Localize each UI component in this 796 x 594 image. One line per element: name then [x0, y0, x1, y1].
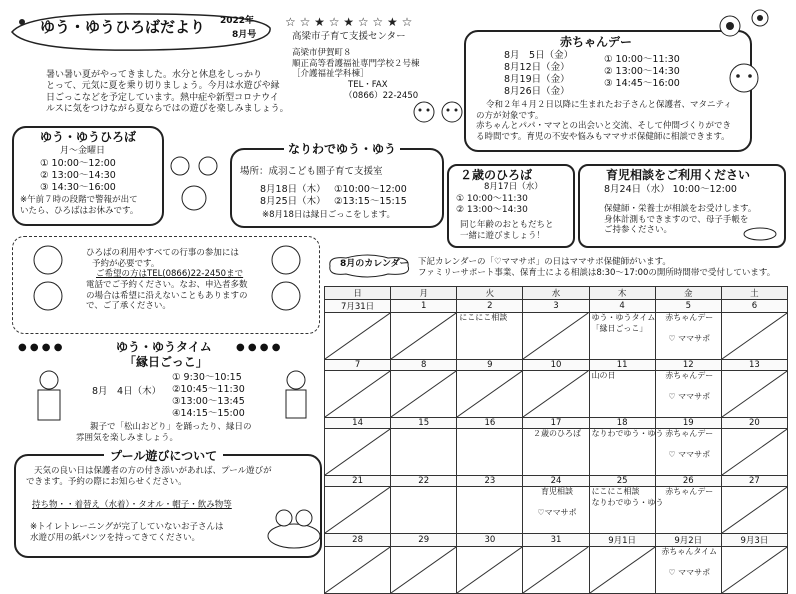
- lantern-decoration-left: ● ● ● ●: [18, 342, 63, 353]
- calendar-day-cell: [325, 313, 391, 360]
- calendar-header-fri: 金: [655, 287, 721, 300]
- closed-day-slash: [391, 313, 456, 359]
- pool-note: ※トイレトレーニングが完了していないお子さんは 水遊び用の紙パンツを持ってきてください。: [30, 522, 224, 543]
- calendar-event-text: ♡ ママサポ: [668, 449, 711, 459]
- calendar-event-text: [656, 382, 721, 392]
- calendar-date-number: 24: [523, 476, 589, 487]
- baby-day-dates: 8月 5日（金） 8月12日（金） 8月19日（金） 8月26日（金）: [504, 50, 574, 97]
- calendar-event-text: 赤ちゃんデー: [665, 313, 714, 322]
- calendar-day-cell: [721, 313, 787, 360]
- center-name: 高梁市子育て支援センター: [292, 31, 406, 42]
- closed-day-slash: [722, 547, 787, 593]
- calendar-date-number: 9月2日: [655, 534, 721, 547]
- closed-day-slash: [722, 429, 787, 475]
- calendar-date-number: 17: [523, 418, 589, 429]
- calendar-date-number: 31: [523, 534, 589, 547]
- center-address: 高梁市伊賀町８ 順正高等看護福祉専門学校２号棟 ［介護福祉学科棟］ TEL・FAX （0866）22-2450: [292, 48, 420, 101]
- calendar-date-number: 13: [721, 360, 787, 371]
- calendar-header-wed: 水: [523, 287, 589, 300]
- calendar-day-cell: [457, 547, 523, 594]
- calendar-day-cell: [655, 487, 721, 534]
- calendar-date-number: 3: [523, 300, 589, 313]
- calendar-event-text: [656, 324, 721, 334]
- pool-title: プール遊びについて: [104, 447, 223, 464]
- calendar-day-cell: [655, 371, 721, 418]
- calendar-day-cell: [721, 487, 787, 534]
- calendar-date-number: 22: [391, 476, 457, 487]
- baby-day-title: 赤ちゃんデー: [560, 35, 633, 49]
- calendar-day-cell: [523, 429, 589, 476]
- calendar-event-row: [325, 371, 788, 418]
- narawa-row2-date: 8月25日（木）: [260, 196, 326, 207]
- closed-day-slash: [325, 547, 390, 593]
- calendar-date-number: 30: [457, 534, 523, 547]
- calendar-date-number: 21: [325, 476, 391, 487]
- closed-day-slash: [325, 487, 390, 533]
- girl-icon: [20, 238, 76, 322]
- calendar-day-cell: [391, 547, 457, 594]
- calendar-day-cell: [325, 371, 391, 418]
- calendar-day-cell: [523, 313, 589, 360]
- calendar-event-text: [523, 498, 588, 508]
- calendar-day-cell: [655, 547, 721, 594]
- closed-day-slash: [325, 429, 390, 475]
- calendar-date-number: 9月1日: [589, 534, 655, 547]
- calendar-date-number: 12: [655, 360, 721, 371]
- narawa-row1-date: 8月18日（木）: [260, 184, 326, 195]
- calendar-date-row: [325, 418, 788, 429]
- two-year-note: 同じ年齢のおともだちと 一緒に遊びましょう！: [460, 220, 554, 241]
- calendar-event-text: 赤ちゃんデー: [665, 487, 714, 496]
- calendar-event-text: 「縁日ごっこ」: [591, 323, 648, 333]
- intro-text: 暑い暑い夏がやってきました。水分と休息をしっかり とって、元気に夏を乗り切りましょう。今月は水遊びや縁 日ごっこなどを予定しています。熱中症や新型コロナウイ ルスに気をつけながら夏ならではの遊びを楽しみましょう。: [46, 70, 289, 114]
- closed-day-slash: [722, 313, 787, 359]
- baby-day-times: ① 10:00～11:30 ② 13:00～14:30 ③ 14:45～16:00: [604, 54, 680, 89]
- calendar-date-number: 19: [655, 418, 721, 429]
- calendar-day-cell: [325, 487, 391, 534]
- closed-day-slash: [523, 371, 588, 417]
- calendar-date-number: 14: [325, 418, 391, 429]
- closed-day-slash: [325, 313, 390, 359]
- consult-text: 保健師・栄養士が相談をお受けします。 身体計測もできますので、母子手帳を ご持参ください。: [604, 204, 757, 236]
- event-times: ① 9:30～10:15 ②10:45～11:30 ③13:00～13:45 ④14:15～15:00: [172, 372, 245, 419]
- calendar-date-number: 29: [391, 534, 457, 547]
- calendar-day-cell: [589, 429, 664, 476]
- calendar-event-text: にこにこ相談: [459, 313, 508, 322]
- two-year-times: ① 10:00～11:30 ② 13:00～14:30: [456, 194, 528, 216]
- closed-day-slash: [722, 371, 787, 417]
- event-description: 親子で「松山おどり」を踊ったり、縁日の 雰囲気を楽しみましょう。: [76, 422, 252, 443]
- usage-text: ひろばの利用やすべての行事の参加には 予約が必要です。 ご希望の方はTEL(0866)22-2450まで 電話でご予約ください。なお、申込者多数 の場合は希望に沿えないこともありますの で、ご了承ください。: [86, 248, 248, 312]
- calendar-event-text: ♡ ママサポ: [668, 333, 711, 343]
- closed-day-slash: [523, 313, 588, 359]
- calendar-event-text: ♡ママサポ: [537, 507, 577, 517]
- calendar-day-cell: [457, 313, 523, 360]
- narawa-title: なりわでゆう・ゆう: [284, 140, 400, 157]
- calendar-event-text: なりわでゆう・ゆう: [591, 497, 664, 507]
- newsletter-year: 2022年: [220, 16, 255, 26]
- calendar-date-row: [325, 476, 788, 487]
- calendar-date-number: 25: [589, 476, 655, 487]
- calendar-note-1: 下記カレンダーの「♡ママサポ」の日はママサポ保健師がいます。: [418, 257, 671, 267]
- newsletter-title: ゆう・ゆうひろばだより: [40, 18, 206, 36]
- calendar-day-cell: [523, 547, 589, 594]
- calendar-note-2: ファミリーサポート事業、保育士による相談は8:30～17:00の開所時間帯で受付しています。: [418, 268, 776, 278]
- pool-kids-icon: [266, 496, 322, 552]
- closed-day-slash: [457, 371, 522, 417]
- closed-day-slash: [457, 547, 522, 593]
- calendar-date-row: [325, 360, 788, 371]
- calendar-day-cell: [655, 313, 721, 360]
- narawa-note: ※8月18日は縁日ごっこをします。: [262, 210, 395, 220]
- event-title: ゆう・ゆうタイム: [116, 340, 212, 354]
- narawa-place: 場所：成羽こども園子育て支援室: [240, 166, 383, 177]
- calendar-event-text: ♡ ママサポ: [668, 391, 711, 401]
- calendar-event-row: [325, 487, 788, 534]
- calendar-event-text: 赤ちゃんデー: [665, 429, 714, 438]
- event-date: 8月 4日（木）: [92, 386, 162, 397]
- closed-day-slash: [590, 547, 655, 593]
- two-year-title: ２歳のひろば: [460, 168, 533, 182]
- calendar-header-sat: 土: [721, 287, 787, 300]
- calendar-day-cell: [325, 547, 391, 594]
- calendar-event-row: [325, 429, 788, 476]
- calendar-date-number: 7: [325, 360, 391, 371]
- calendar-date-number: 9月3日: [721, 534, 787, 547]
- closed-day-slash: [325, 371, 390, 417]
- sunflower-teddy-icon: [700, 4, 790, 104]
- calendar-date-number: 5: [655, 300, 721, 313]
- narawa-row2-time: ②13:15～15:15: [334, 196, 407, 207]
- narawa-row1-time: ①10:00～12:00: [334, 184, 407, 195]
- calendar-event-text: ゆう・ゆうタイム: [591, 313, 656, 322]
- calendar-header-mon: 月: [391, 287, 457, 300]
- calendar-day-cell: [391, 429, 457, 476]
- kids-animals-icon: [164, 148, 230, 218]
- calendar-day-cell: [589, 371, 655, 418]
- calendar-day-cell: [523, 487, 589, 534]
- closed-day-slash: [523, 547, 588, 593]
- calendar-date-number: 28: [325, 534, 391, 547]
- festival-kids-icon: [272, 366, 320, 422]
- calendar-day-cell: [589, 547, 655, 594]
- calendar-label: 8月のカレンダー: [340, 259, 409, 269]
- consult-date: 8月24日（水） 10:00～12:00: [604, 184, 737, 195]
- pool-text: 天気の良い日は保護者の方の付き添いがあれば、プール遊びが できます。予約の際にお知らせください。: [26, 466, 272, 487]
- calendar-day-cell: [589, 313, 655, 360]
- calendar-date-row: [325, 300, 788, 313]
- calendar-day-cell: [655, 429, 721, 476]
- calendar-date-number: 11: [589, 360, 655, 371]
- boy-icon: [258, 238, 316, 322]
- calendar-day-cell: [391, 487, 457, 534]
- calendar-day-cell: [457, 371, 523, 418]
- bear-icon: [408, 94, 468, 130]
- calendar-header-thu: 木: [589, 287, 655, 300]
- calendar-date-number: 6: [721, 300, 787, 313]
- consult-title: 育児相談をご利用ください: [606, 168, 751, 182]
- whale-icon: [740, 222, 780, 242]
- calendar-event-text: なりわでゆう・ゆう: [591, 429, 664, 438]
- hiroba-times: ① 10:00～12:00 ② 13:00～14:30 ③ 14:30～16:00: [40, 158, 116, 193]
- calendar-date-row: [325, 534, 788, 547]
- svg-text:☆ ☆ ★ ☆ ★ ☆ ☆ ★ ☆: ☆ ☆ ★ ☆ ★ ☆ ☆ ★ ☆: [285, 15, 413, 29]
- calendar-day-cell: [721, 371, 787, 418]
- hiroba-days: 月～金曜日: [60, 146, 106, 156]
- calendar-day-cell: [457, 429, 523, 476]
- calendar-date-number: 16: [457, 418, 523, 429]
- calendar-day-cell: [325, 429, 391, 476]
- calendar-date-number: 2: [457, 300, 523, 313]
- hiroba-title: ゆう・ゆうひろば: [40, 130, 137, 144]
- calendar-date-number: 9: [457, 360, 523, 371]
- calendar-day-cell: [523, 371, 589, 418]
- calendar-date-number: 20: [721, 418, 787, 429]
- calendar-event-text: 赤ちゃんタイム: [661, 547, 718, 556]
- calendar-event-text: ２歳のひろば: [532, 429, 581, 438]
- calendar-date-number: 10: [523, 360, 589, 371]
- two-year-date: 8月17日（水）: [484, 182, 543, 192]
- pool-items: 持ち物・・着替え（水着）・タオル・帽子・飲み物等: [32, 500, 232, 510]
- calendar-event-text: 赤ちゃんデー: [665, 371, 714, 380]
- closed-day-slash: [722, 487, 787, 533]
- event-subtitle: 「縁日ごっこ」: [124, 355, 208, 369]
- calendar-day-cell: [721, 547, 787, 594]
- calendar-header-sun: 日: [325, 287, 391, 300]
- august-calendar: [324, 286, 788, 594]
- calendar-date-number: 26: [655, 476, 721, 487]
- lantern-decoration-right: ● ● ● ●: [236, 342, 281, 353]
- calendar-event-text: ♡ ママサポ: [668, 567, 711, 577]
- calendar-event-text: 育児相談: [540, 487, 573, 496]
- calendar-date-number: 4: [589, 300, 655, 313]
- calendar-event-text: 山の日: [591, 371, 616, 380]
- calendar-header-tue: 火: [457, 287, 523, 300]
- calendar-date-number: 7月31日: [325, 300, 391, 313]
- calendar-date-number: 8: [391, 360, 457, 371]
- closed-day-slash: [391, 547, 456, 593]
- calendar-day-cell: [457, 487, 523, 534]
- calendar-day-cell: [391, 313, 457, 360]
- calendar-event-row: [325, 313, 788, 360]
- calendar-date-number: 15: [391, 418, 457, 429]
- calendar-date-number: 23: [457, 476, 523, 487]
- calendar-event-text: [656, 440, 721, 450]
- yukata-girl-icon: [22, 366, 76, 422]
- calendar-date-number: 18: [589, 418, 655, 429]
- calendar-day-cell: [589, 487, 664, 534]
- calendar-date-number: 1: [391, 300, 457, 313]
- calendar-day-cell: [391, 371, 457, 418]
- closed-day-slash: [391, 371, 456, 417]
- calendar-date-number: 27: [721, 476, 787, 487]
- newsletter-month: 8月号: [232, 30, 257, 40]
- baby-day-description: 令和２年４月２日以降に生まれたお子さんと保護者、マタニティ の方が対象です。 赤ちゃんとパパ・ママとの出会いと交流、そして仲間づくりができ る時間です。育児の不安や悩みもママサポ保健師に相談できます。: [476, 100, 732, 142]
- calendar-event-row: [325, 547, 788, 594]
- calendar-day-cell: [721, 429, 787, 476]
- hiroba-note: ※午前７時の段階で警報が出て いたら、ひろばはお休みです。: [20, 195, 139, 216]
- calendar-event-text: にこにこ相談: [591, 487, 640, 496]
